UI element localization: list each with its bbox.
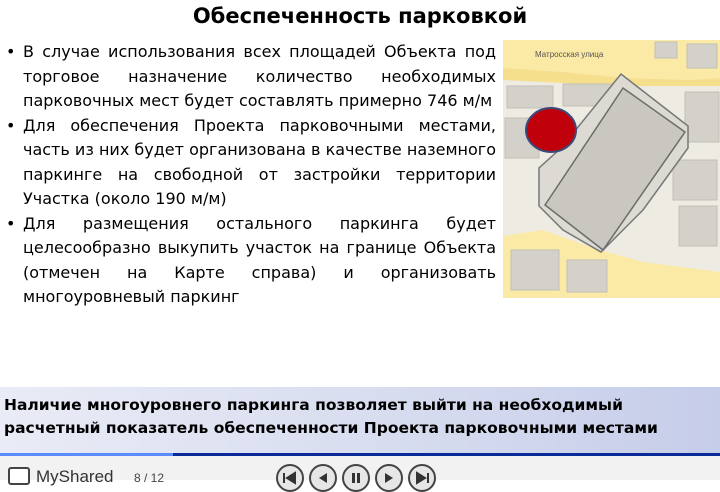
- first-icon: [282, 470, 298, 486]
- bullet-item: [6, 212, 496, 310]
- conclusion-banner: [0, 387, 720, 454]
- bullet-text: Для обеспечения Проекта парковочными местами, часть из них будет организована в качестве наземного паркинге на свободной от застройки территории Участка (около 190 м/м): [23, 115, 496, 208]
- bullet-list: [6, 40, 496, 310]
- bullet-text: Для размещения остального паркинга будет целесообразно выкупить участок на границе Объекта (отмечен на Карте справа) и организовать многоуровневый паркинг: [23, 213, 496, 306]
- site-map: [503, 40, 720, 298]
- next-icon: [381, 470, 397, 486]
- pause-icon: [348, 470, 364, 486]
- next-slide-button[interactable]: [375, 464, 403, 492]
- conclusion-text: Наличие многоуровнего паркинга позволяет выйти на необходимый расчетный показатель обеспеченности Проекта парковочными местами: [4, 396, 658, 437]
- parking-site-marker: [526, 108, 576, 152]
- bullet-marker: •: [6, 115, 16, 135]
- slide-player-toolbar: [0, 456, 720, 486]
- myshared-logo-icon: [8, 467, 30, 485]
- bullet-marker: •: [6, 42, 16, 61]
- prev-slide-button[interactable]: [309, 464, 337, 492]
- last-icon: [414, 470, 430, 486]
- bullet-item: [6, 114, 496, 212]
- map-graphic: [503, 40, 720, 298]
- bullet-marker: •: [6, 213, 16, 233]
- page-counter: 8 / 12: [134, 471, 165, 485]
- street-label: Матросская улица: [535, 50, 604, 59]
- prev-icon: [315, 470, 331, 486]
- bullet-text: В случае использования всех площадей Объекта под торговое назначение количество необходимых парковочных мест будет составлять примерно 746 м/м: [23, 42, 496, 110]
- pause-button[interactable]: [342, 464, 370, 492]
- brand-name: MyShared: [36, 467, 114, 486]
- bullet-item: [6, 40, 496, 114]
- slide-title: Обеспеченность парковкой: [192, 4, 528, 28]
- first-slide-button[interactable]: [276, 464, 304, 492]
- last-slide-button[interactable]: [408, 464, 436, 492]
